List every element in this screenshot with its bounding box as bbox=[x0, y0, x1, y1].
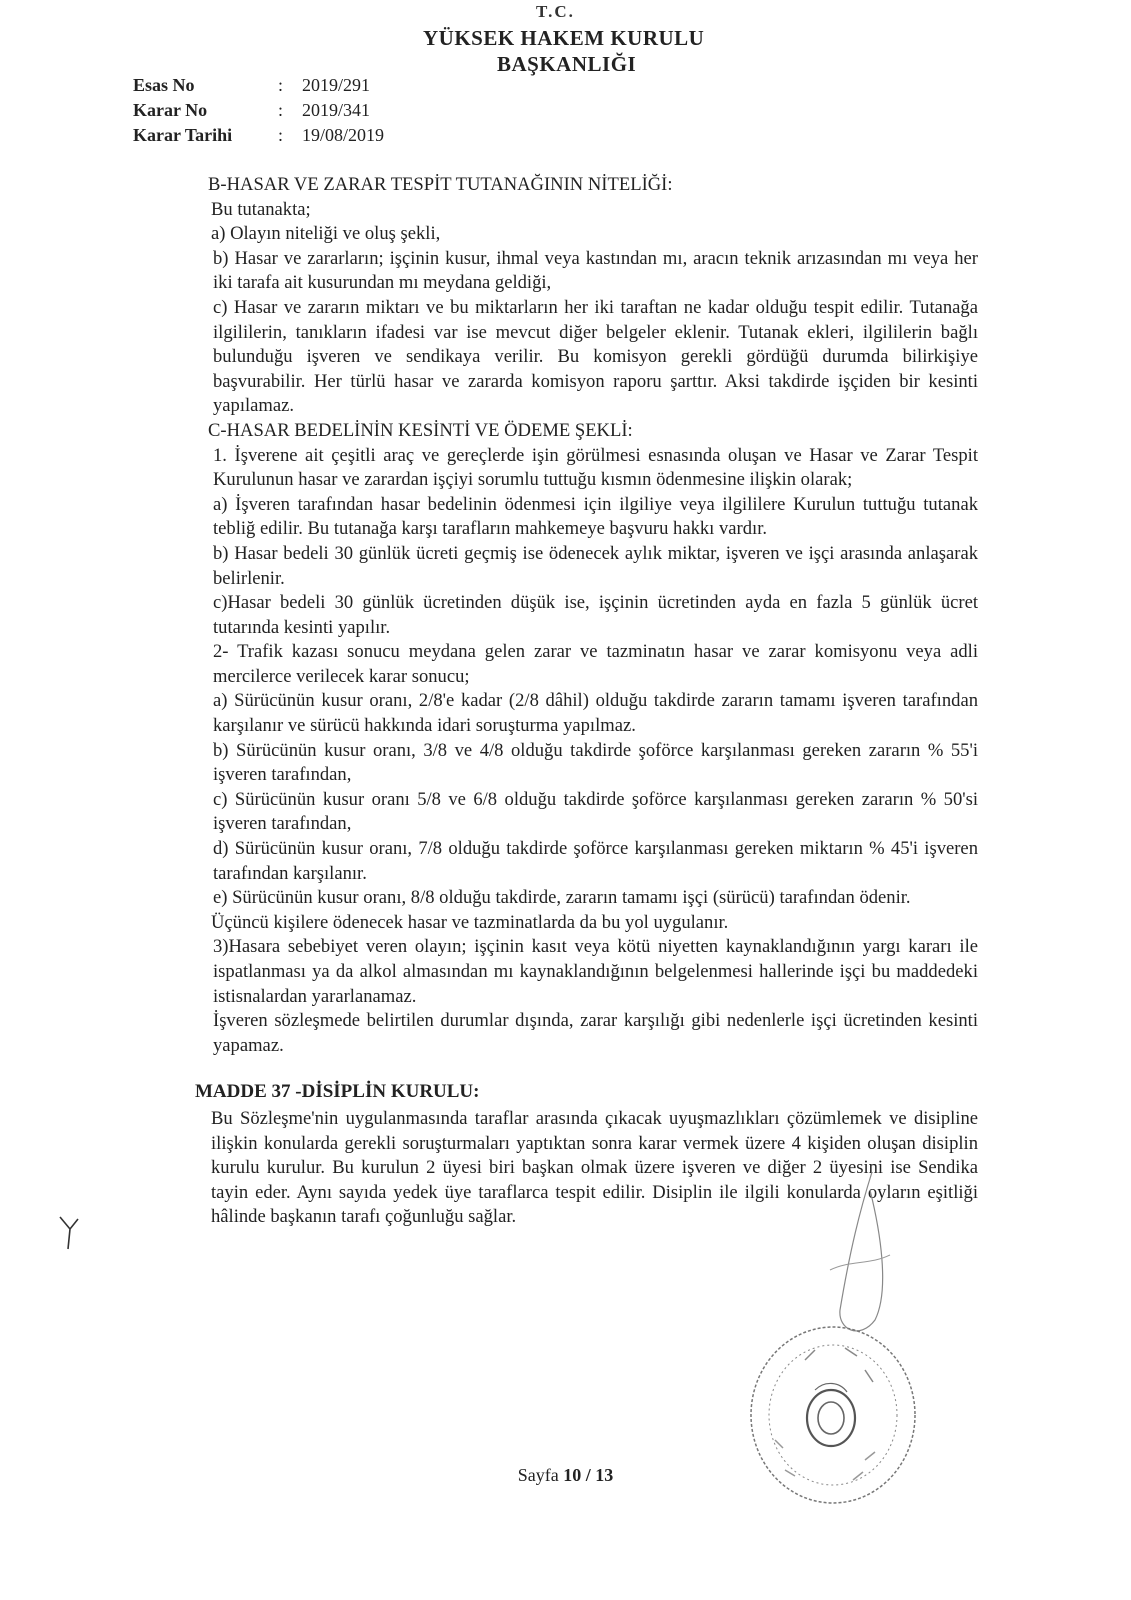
document-body bbox=[133, 173, 978, 1230]
paragraph: a) Olayın niteliği ve oluş şekli, bbox=[211, 223, 441, 245]
paragraph: b) Hasar bedeli 30 günlük ücreti geçmiş ise ödenecek aylık miktar, işveren ve işçi arasında anlaşarak belirlenir. bbox=[213, 542, 978, 589]
meta-row-karar bbox=[133, 100, 370, 121]
meta-sep: : bbox=[278, 100, 284, 120]
margin-check-mark bbox=[58, 1215, 82, 1251]
paragraph: c) Hasar ve zararın miktarı ve bu miktarların her iki taraftan ne kadar olduğu tespit edilir. Tutanağa ilgililerin, tanıkların ifadesi var ise mevcut diğer belgeler eklenir. Tutanak ekleri, ilgililerin bağlı bulunduğu işveren ve sendikaya verilir. Bu komisyon gerekli gördüğü durumda bilirkişiye başvurabilir. Her türlü hasar ve zararda komisyon raporu şarttır. Aksi takdirde işçiden bir kesinti yapılamaz. bbox=[213, 296, 978, 417]
section-b-heading: B-HASAR VE ZARAR TESPİT TUTANAĞININ NİTELİĞİ: bbox=[208, 174, 673, 195]
paragraph: a) Sürücünün kusur oranı, 2/8'e kadar (2/8 dâhil) olduğu takdirde zararın tamamı işveren tarafından karşılanır ve sürücü hakkında idari soruşturma yapılmaz. bbox=[213, 690, 978, 737]
madde-37-heading: MADDE 37 -DİSİPLİN KURULU: bbox=[195, 1081, 480, 1103]
paragraph: a) İşveren tarafından hasar bedelinin ödenmesi için ilgiliye veya ilgililere Kurulun tuttuğu tutanak tebliğ edilir. Bu tutanağa karşı tarafların mahkemeye başvuru hakkı vardır. bbox=[213, 493, 978, 540]
paragraph: Üçüncü kişilere ödenecek hasar ve tazminatlarda da bu yol uygulanır. bbox=[211, 911, 729, 933]
meta-value: 2019/341 bbox=[302, 100, 371, 120]
official-stamp-seal bbox=[745, 1320, 920, 1510]
paragraph: 2- Trafik kazası sonucu meydana gelen zarar ve tazminatın hasar ve zarar komisyonu veya adli mercilerce verilecek karar sonucu; bbox=[213, 641, 978, 687]
paragraph: c) Sürücünün kusur oranı 5/8 ve 6/8 olduğu takdirde şoförce karşılanması gereken zararın % 50'si işveren tarafından, bbox=[213, 788, 978, 835]
paragraph: Bu Sözleşme'nin uygulanmasında taraflar arasında çıkacak uyuşmazlıkları çözümlemek ve disipline ilişkin konularda gerekli soruşturmaları yaptıktan sonra karar vermek üzere 4 kişiden oluşan disiplin kurulu kurulur. Bu kurulun 2 üyesi biri başkan olmak üzere işveren ve diğer 2 üyesini ise Sendika tayin eder. Aynı sayıda yedek üye taraflarca tespit edilir. Disiplin ile ilgili konularda oyların eşitliği hâlinde başkanın tarafı çoğunluğu sağlar. bbox=[211, 1107, 978, 1228]
section-c-heading: C-HASAR BEDELİNİN KESİNTİ VE ÖDEME ŞEKLİ: bbox=[208, 419, 633, 441]
meta-label: Karar Tarihi bbox=[133, 125, 233, 145]
paragraph: 3)Hasara sebebiyet veren olayın; işçinin kasıt veya kötü niyetten kaynaklandığının yargı kararı ile ispatlanması ya da alkol almasından mı kaynaklandığının belgelenmesi hallerinde işçi bu maddedeki istisnalardan yararlanamaz. bbox=[213, 936, 978, 1007]
paragraph: b) Sürücünün kusur oranı, 3/8 ve 4/8 olduğu takdirde şoförce karşılanması gereken zararın % 55'i işveren tarafından, bbox=[213, 739, 978, 786]
page-current: 10 bbox=[563, 1465, 582, 1485]
header-org-line2: BAŞKANLIĞI bbox=[497, 52, 637, 76]
page-footer bbox=[0, 1465, 1131, 1486]
paragraph: b) Hasar ve zararların; işçinin kusur, ihmal veya kastından mı, aracın teknik arızasından mı veya her iki tarafa ait kusurundan mı meydana geldiği, bbox=[213, 247, 978, 294]
meta-sep: : bbox=[278, 75, 284, 95]
page-total: 13 bbox=[595, 1465, 614, 1485]
paragraph: d) Sürücünün kusur oranı, 7/8 olduğu takdirde şoförce karşılanması gereken miktarın % 45'i işveren tarafından karşılanır. bbox=[213, 838, 978, 884]
paragraph: Bu tutanakta; bbox=[211, 198, 311, 220]
page-label: Sayfa bbox=[517, 1465, 559, 1485]
paragraph: 1. İşverene ait çeşitli araç ve gereçlerde işin görülmesi esnasında oluşan ve Hasar ve Zarar Tespit Kurulunun hasar ve zarardan işçiyi sorumlu tuttuğu kısmın ödenmesine ilişkin olarak; bbox=[213, 444, 978, 491]
header-top-mark: T.C. bbox=[536, 2, 575, 21]
page-separator: / bbox=[585, 1465, 591, 1485]
paragraph: e) Sürücünün kusur oranı, 8/8 olduğu takdirde, zararın tamamı işçi (sürücü) tarafından ödenir. bbox=[213, 887, 911, 909]
paragraph: c)Hasar bedeli 30 günlük ücretinden düşük ise, işçinin ücretinden ayda en fazla 5 günlük ücret tutarında kesinti yapılır. bbox=[213, 592, 978, 638]
meta-row-tarih bbox=[133, 125, 384, 146]
header-org-line1: YÜKSEK HAKEM KURULU bbox=[423, 26, 705, 50]
paragraph: İşveren sözleşmede belirtilen durumlar dışında, zarar karşılığı gibi nedenlerle işçi ücretinden kesinti yapamaz. bbox=[213, 1010, 978, 1056]
meta-value: 2019/291 bbox=[302, 75, 371, 95]
meta-sep: : bbox=[278, 125, 284, 145]
meta-value: 19/08/2019 bbox=[302, 125, 385, 145]
meta-label: Esas No bbox=[133, 75, 195, 95]
meta-row-esas bbox=[133, 75, 370, 96]
meta-label: Karar No bbox=[133, 100, 208, 120]
